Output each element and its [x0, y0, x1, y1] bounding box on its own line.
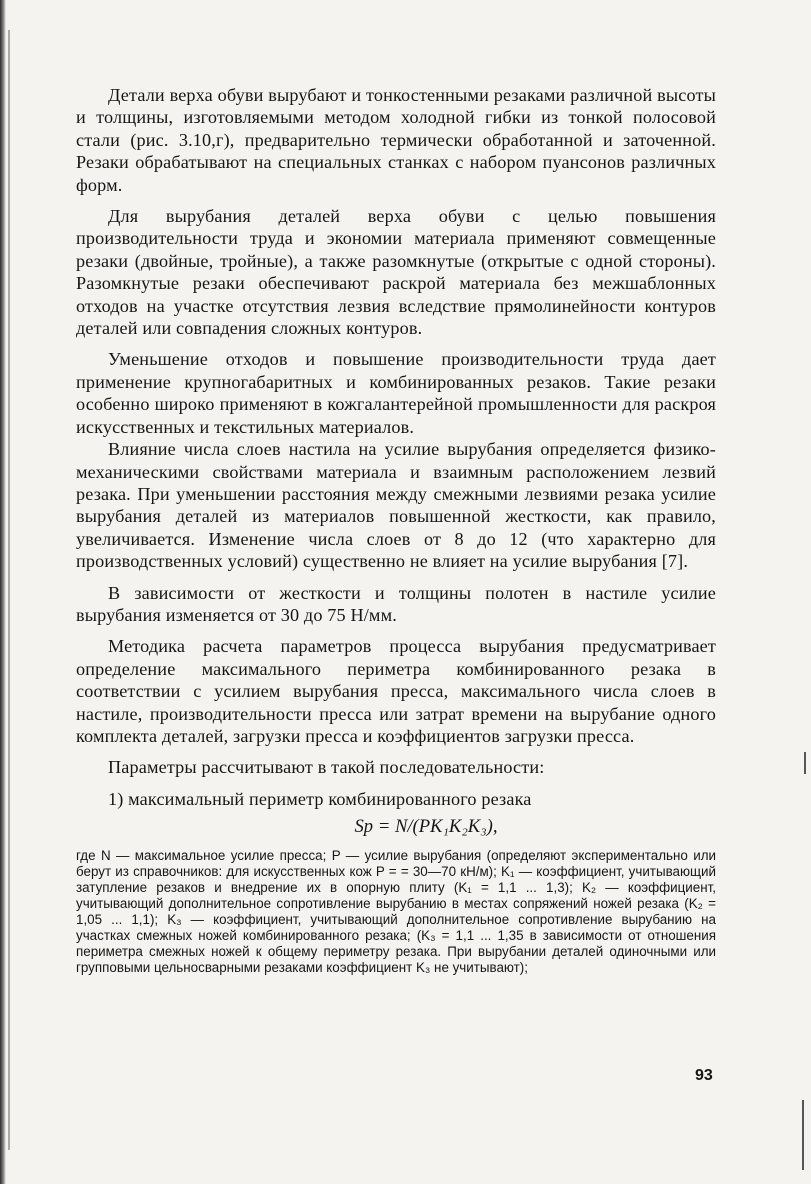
paragraph-2: Для вырубания деталей верха обуви с целью повышения производительности труда и экономии материала применяют совмещенные резаки (двойные, тройные), а также разомкнутые (открытые с одной стороны). Разомкнутые резаки обеспечивают раскрой материала без межшаблонных отходов на участке отсутствия лезвия вследствие прямолинейности контуров деталей или совпадения сложных контуров.	[76, 206, 716, 339]
paragraph-4: Влияние числа слоев настила на усилие вырубания определяется физико-механическими свойствами материала и взаимным расположением лезвий резака. При уменьшении расстояния между смежными лезвиями резака усилие вырубания деталей из материалов повышенной жесткости, как правило, увеличивается. Изменение числа слоев от 8 до 12 (что характерно для производственных условий) существенно не влияет на усилие вырубания [7].	[76, 439, 716, 572]
scan-mark	[804, 752, 806, 774]
scan-left-edge	[0, 0, 6, 1184]
page-body	[76, 84, 716, 975]
paragraph-3: Уменьшение отходов и повышение производительности труда дает применение крупногабаритных и комбинированных резаков. Такие резаки особенно широко применяют в кожгалантерейной промышленности для раскроя искусственных и текстильных материалов.	[76, 349, 716, 437]
paragraph-5: В зависимости от жесткости и толщины полотен в настиле усилие вырубания изменяется от 30 до 75 Н/мм.	[76, 582, 716, 625]
page-number: 93	[695, 1067, 713, 1084]
paragraph-1: Детали верха обуви вырубают и тонкостенными резаками различной высоты и толщины, изготовляемыми методом холодной гибки из тонкой полосовой стали (рис. 3.10,г), предварительно термически обработанной и заточенной. Резаки обрабатывают на специальных станках с набором пуансонов различных форм.	[76, 85, 716, 195]
formula-legend: где N — максимальное усилие пресса; P — усилие вырубания (определяют экспериментально или берут из справочников: для искусственных кож P = = 30—70 кН/м); K₁ — коэффициент, учитывающий затупление резаков и внедрение их в опорную плиту (K₁ = 1,1 ... 1,3); K₂ — коэффициент, учитывающий дополнительное сопротивление вырубанию в местах сопряжений ножей резака (K₂ = 1,05 ... 1,1); K₃ — коэффициент, учитывающий дополнительное сопротивление вырубанию на участках смежных ножей комбинированного резака; (K₃ = 1,1 ... 1,35 в зависимости от отношения периметра смежных ножей к общему периметру резака. При вырубании деталей одиночными или групповыми цельносварными резаками коэффициент K₃ не учитывают);	[76, 848, 716, 975]
formula: Sр = N/(PK₁K₂K₃),	[354, 816, 498, 838]
paragraph-7: Параметры рассчитывают в такой последовательности:	[108, 757, 545, 778]
scan-left-shadow	[8, 30, 10, 1150]
list-item: 1) максимальный периметр комбинированного резака	[108, 788, 532, 809]
scan-mark	[802, 1100, 804, 1170]
paragraph-6: Методика расчета параметров процесса вырубания предусматривает определение максимального периметра комбинированного резака в соответствии с усилием вырубания пресса, максимального числа слоев в настиле, производительности пресса или затрат времени на вырубание одного комплекта деталей, загрузки пресса и коэффициентов загрузки пресса.	[76, 636, 716, 746]
